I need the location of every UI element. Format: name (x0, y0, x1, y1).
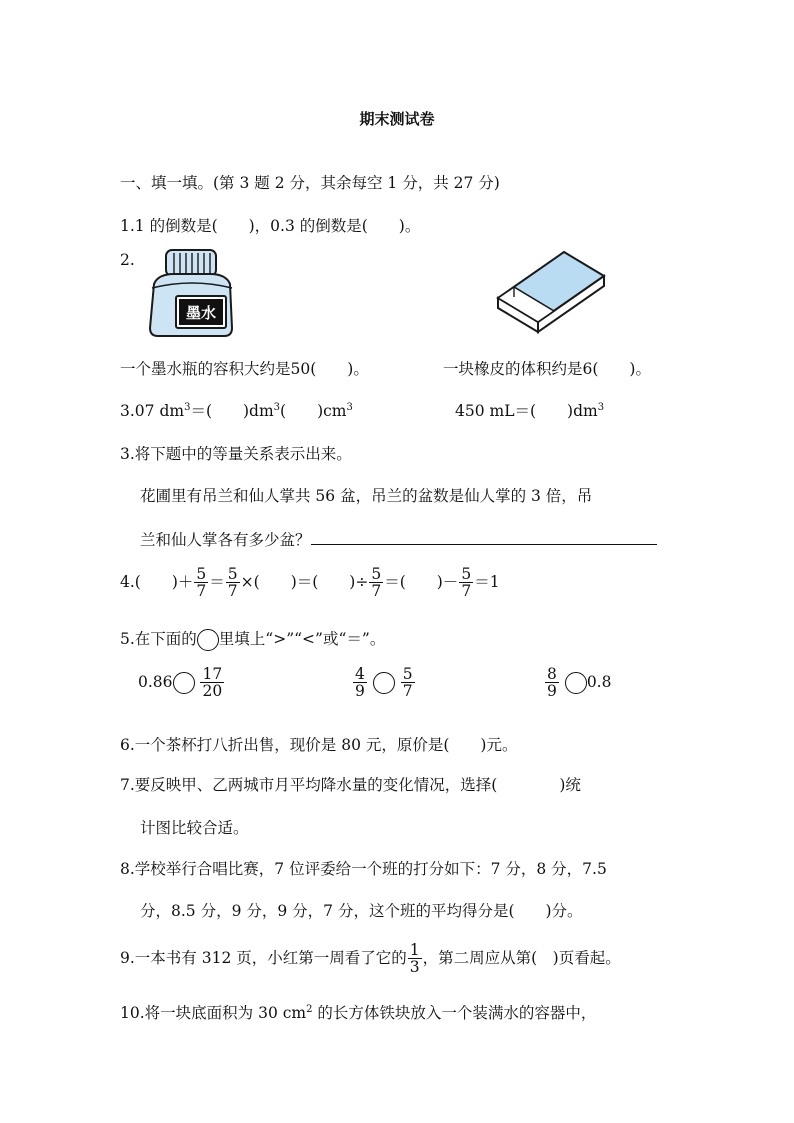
question-6: 6.一个茶杯打八折出售，现价是 80 元，原价是( )元。 (120, 736, 518, 754)
ink-bottle-label: 墨水 (185, 304, 217, 322)
compare-circle-3[interactable] (565, 672, 587, 694)
answer-line[interactable] (311, 530, 657, 545)
question-2-right: 一块橡皮的体积约是6( )。 (443, 360, 651, 378)
question-3-line2: 兰和仙人掌各有多少盆？ (140, 528, 657, 550)
question-5-item-2: $\frac{4}{9}$ $\frac{5}{7}$ (355, 665, 413, 701)
question-7-line2: 计图比较合适。 (140, 819, 249, 837)
question-3-line1: 花圃里有吊兰和仙人掌共 56 盆，吊兰的盆数是仙人掌的 3 倍，吊 (140, 487, 593, 505)
compare-circle-1[interactable] (173, 672, 195, 694)
section-heading: 一、填一填。(第 3 题 2 分，其余每空 1 分，共 27 分) (120, 174, 500, 192)
question-2-left: 一个墨水瓶的容积大约是50( )。 (120, 360, 369, 378)
question-8-line1: 8.学校举行合唱比赛，7 位评委给一个班的打分如下：7 分，8 分，7.5 (120, 860, 607, 878)
question-8-line2: 分，8.5 分，9 分，9 分，7 分，这个班的平均得分是( )分。 (140, 902, 583, 920)
question-10: 10.将一块底面积为 30 $cm^2$ 的长方体铁块放入一个装满水的容器中， (120, 1003, 597, 1022)
question-2-number: 2. (120, 251, 135, 269)
page-title: 期末测试卷 (359, 110, 435, 128)
question-5: 5.在下面的 里填上“>”“<”或“＝”。 (120, 627, 385, 651)
eraser-image (494, 248, 608, 334)
question-3-title: 3.将下题中的等量关系表示出来。 (120, 445, 352, 463)
question-7-line1: 7.要反映甲、乙两城市月平均降水量的变化情况，选择( )统 (120, 776, 581, 794)
compare-circle-2[interactable] (373, 672, 395, 694)
question-4: 4.( )＋ $\frac{5}{7}$ ＝ $\frac{5}{7}$ ×( )＝( )÷ $\frac{5}{7}$ ＝( )－ $\frac{5}{7}$ ＝1 (120, 565, 500, 601)
question-5-item-1: 0.86 $\frac{17}{20}$ (138, 665, 223, 701)
question-unit-conversion-1: 3.07 $dm^3=$( )$dm^3$( )$cm^3$ (120, 401, 353, 420)
question-unit-conversion-2: 450 mL＝( )$dm^3$ (455, 401, 605, 420)
question-5-item-3: $\frac{8}{9}$ 0.8 (547, 665, 612, 701)
compare-circle-example (197, 629, 219, 651)
ink-bottle-image (144, 248, 240, 338)
question-1: 1.1 的倒数是( )，0.3 的倒数是( )。 (120, 217, 421, 235)
question-9: 9.一本书有 312 页，小红第一周看了它的 $\frac{1}{3}$ ，第二周应从第( )页看起。 (120, 941, 621, 977)
